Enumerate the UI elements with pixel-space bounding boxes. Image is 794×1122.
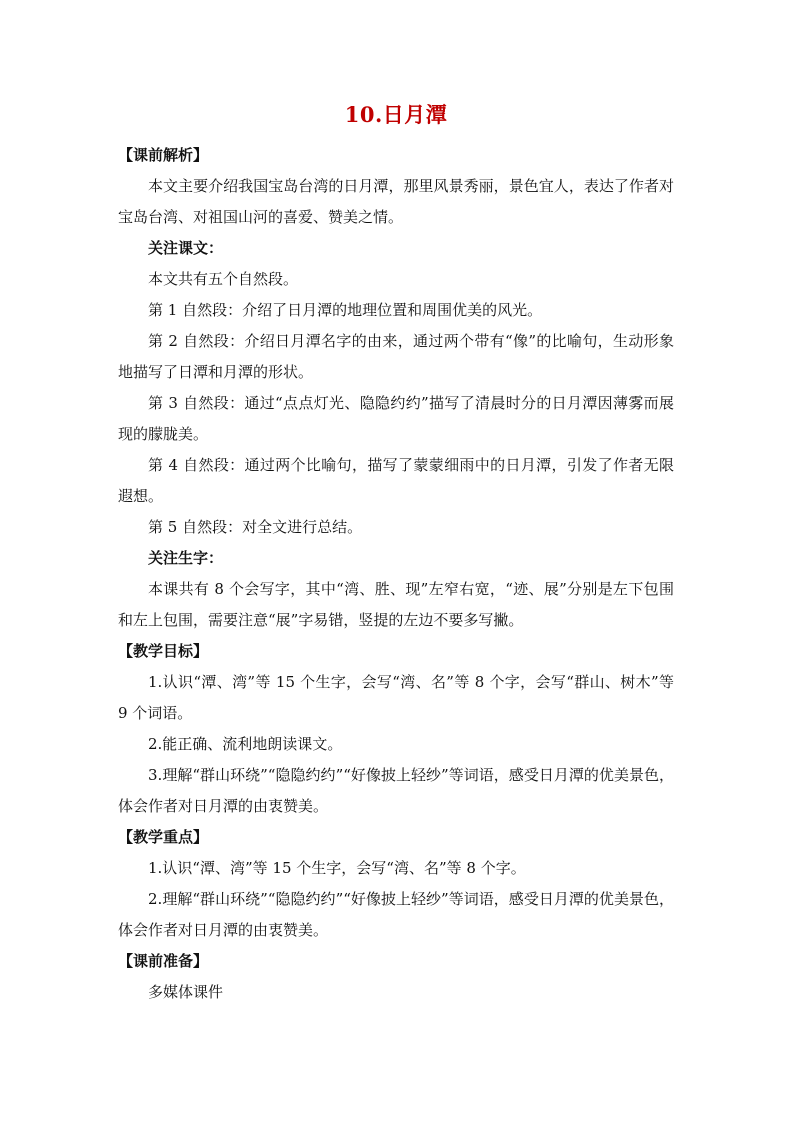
section-header-teaching-key-points: 【教学重点】 — [118, 828, 209, 846]
text-focus-item: 第 5 自然段：对全文进行总结。 — [148, 518, 363, 536]
section-header-pre-class-analysis: 【课前解析】 — [118, 146, 209, 164]
key-point-item: 2.理解“群山环绕”“隐隐约约”“好像披上轻纱”等词语，感受日月潭的优美景色，体会作者对日月潭的由衷赞美。 — [118, 890, 674, 939]
goal-item: 1.认识“潭、湾”等 15 个生字，会写“湾、名”等 8 个字，会写“群山、树木”等 9 个词语。 — [118, 673, 674, 722]
section-header-pre-class-preparation: 【课前准备】 — [118, 952, 209, 970]
section-header-teaching-goals: 【教学目标】 — [118, 642, 209, 660]
section-teaching-key-points — [118, 822, 674, 946]
text-focus-label: 关注课文： — [148, 239, 224, 257]
text-focus-item: 第 1 自然段：介绍了日月潭的地理位置和周围优美的风光。 — [148, 301, 543, 319]
text-focus-item: 第 3 自然段：通过“点点灯光、隐隐约约”描写了清晨时分的日月潭因薄雾而展现的朦胧美。 — [118, 394, 674, 443]
document-title: 10.日月潭 — [344, 102, 448, 127]
key-point-item: 1.认识“潭、湾”等 15 个生字，会写“湾、名”等 8 个字。 — [148, 859, 526, 877]
summary-paragraph: 本文主要介绍我国宝岛台湾的日月潭，那里风景秀丽，景色宜人，表达了作者对宝岛台湾、对祖国山河的喜爱、赞美之情。 — [118, 177, 674, 226]
char-focus-paragraph: 本课共有 8 个会写字，其中“湾、胜、现”左窄右宽，“迹、展”分别是左下包围和左上包围，需要注意“展”字易错，竖提的左边不要多写撇。 — [118, 580, 674, 629]
section-teaching-goals — [118, 636, 674, 822]
section-pre-class-analysis — [118, 140, 674, 636]
goal-item: 3.理解“群山环绕”“隐隐约约”“好像披上轻纱”等词语，感受日月潭的优美景色，体会作者对日月潭的由衷赞美。 — [118, 766, 674, 815]
document-content — [118, 96, 674, 1008]
section-pre-class-preparation — [118, 946, 674, 1008]
preparation-text: 多媒体课件 — [148, 983, 224, 1001]
text-focus-item: 第 4 自然段：通过两个比喻句，描写了蒙蒙细雨中的日月潭，引发了作者无限遐想。 — [118, 456, 674, 505]
goal-item: 2.能正确、流利地朗读课文。 — [148, 735, 343, 753]
text-focus-item: 第 2 自然段：介绍日月潭名字的由来，通过两个带有“像”的比喻句，生动形象地描写了日潭和月潭的形状。 — [118, 332, 674, 381]
text-focus-item: 本文共有五个自然段。 — [148, 270, 299, 288]
char-focus-label: 关注生字： — [148, 549, 224, 567]
